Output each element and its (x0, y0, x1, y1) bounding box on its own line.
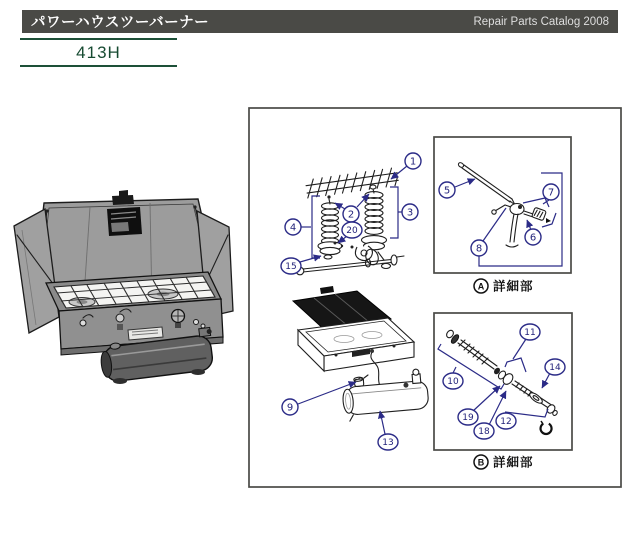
callout-18 (474, 423, 494, 439)
detail-box-a (434, 137, 571, 294)
callout-7-label: 7 (547, 187, 555, 199)
detail-a-text: 詳細部 (493, 279, 534, 294)
callout-7 (543, 184, 559, 200)
callout-15-label: 15 (285, 262, 297, 272)
callout-5-label: 5 (443, 185, 451, 197)
callout-3 (402, 204, 418, 220)
callout-19-label: 19 (462, 413, 474, 423)
callout-20 (342, 222, 362, 238)
callout-13 (378, 434, 398, 450)
callout-4-label: 4 (289, 222, 297, 234)
detail-b-letter: B (477, 457, 485, 468)
callout-15 (281, 258, 301, 274)
product-title: パワーハウスツーバーナー (31, 15, 210, 31)
callout-6-label: 6 (529, 232, 537, 244)
callout-5 (439, 182, 455, 198)
callout-11-label: 11 (524, 328, 536, 338)
callout-14 (545, 359, 565, 375)
callout-1-label: 1 (409, 156, 417, 168)
callout-12 (496, 413, 516, 429)
callout-1 (405, 153, 421, 169)
detail-b-text: 詳細部 (493, 455, 534, 470)
detail-a-label (474, 279, 534, 294)
callout-10 (443, 373, 463, 389)
callout-18-label: 18 (478, 427, 490, 437)
callout-13-label: 13 (382, 438, 394, 448)
callout-11 (520, 324, 540, 340)
callout-19 (458, 409, 478, 425)
detail-a-letter: A (477, 281, 485, 292)
callout-3-label: 3 (406, 207, 414, 219)
callout-20-label: 20 (346, 226, 358, 236)
callout-4 (285, 219, 301, 235)
model-number: 413H (76, 42, 121, 62)
detail-box-a-frame (434, 137, 571, 273)
callout-9-label: 9 (286, 402, 294, 414)
callout-6 (525, 229, 541, 245)
callout-8 (471, 240, 487, 256)
detail-b-label (474, 455, 534, 470)
callout-2 (343, 206, 359, 222)
callout-8-label: 8 (475, 243, 483, 255)
callout-10-label: 10 (447, 377, 459, 387)
callout-14-label: 14 (549, 363, 561, 373)
callout-2-label: 2 (347, 209, 355, 221)
callout-12-label: 12 (500, 417, 512, 427)
stove-illustration (14, 190, 233, 384)
detail-box-b (434, 313, 572, 470)
callout-9 (282, 399, 298, 415)
catalog-title: Repair Parts Catalog 2008 (473, 15, 609, 28)
